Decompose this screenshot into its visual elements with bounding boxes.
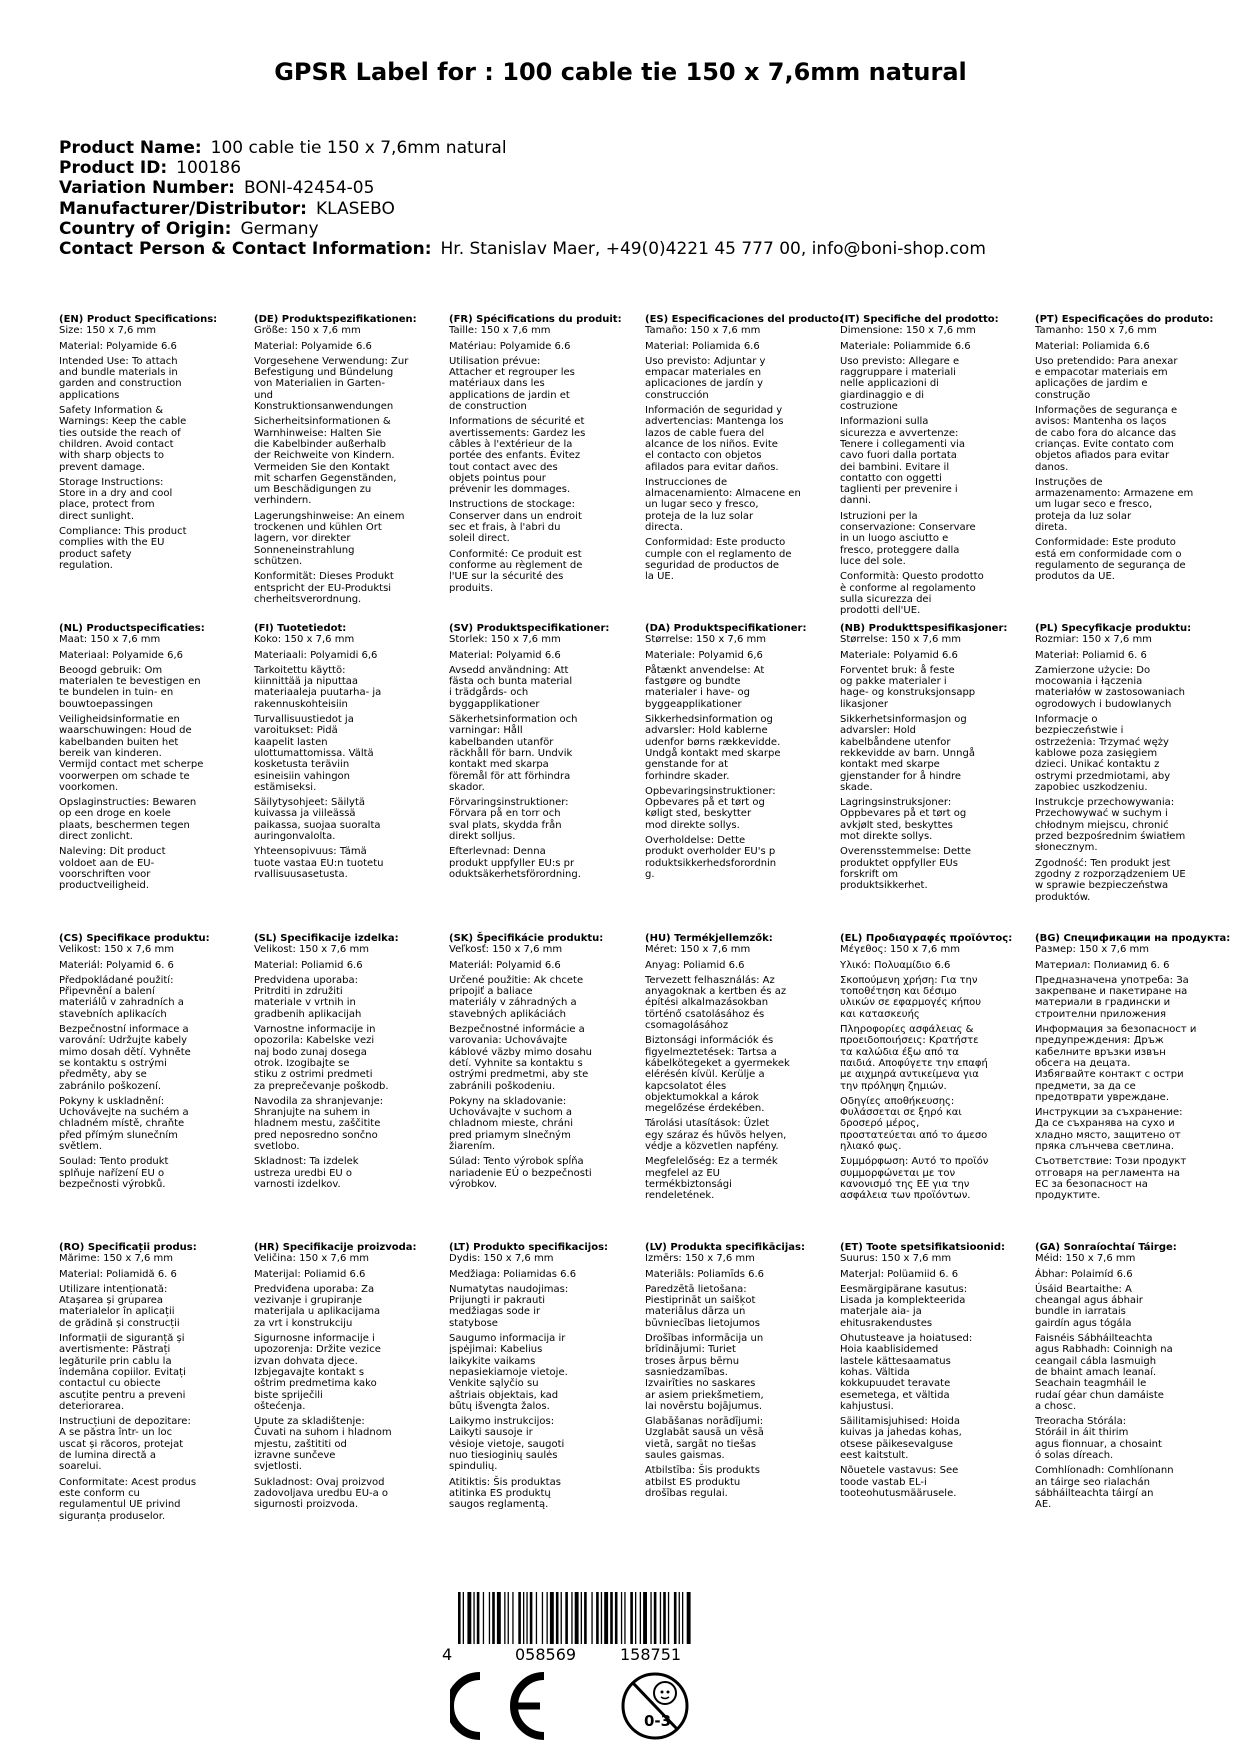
spec-paragraph: Συμμόρφωση: Αυτό το προϊόν συμμορφώνεται με τον κανονισμό της ΕΕ για την ασφάλεια των προϊόντων. — [840, 1156, 989, 1202]
spec-paragraph: Navodila za shranjevanje: Shranjujte na suhem in hladnem mestu, zaščitite pred neposredno sončno svetlobo. — [254, 1095, 384, 1153]
spec-heading: (DA) Produktspecifikationer: — [645, 623, 807, 634]
spec-paragraph: Información de seguridad y advertencias: Mantenga los lazos de cable fuera del alcance de los niños. Evite el contacto con objetos afilados para evitar daños. — [645, 405, 784, 473]
spec-paragraph: Materiaal: Polyamide 6,6 — [59, 649, 184, 661]
spec-paragraph: Instrukcje przechowywania: Przechowywać w suchym i chłodnym miejscu, chronić przed bezpośrednim światłem słonecznym. — [1035, 797, 1186, 854]
spec-size: Størrelse: 150 x 7,6 mm — [840, 634, 961, 646]
spec-block — [254, 1242, 444, 1515]
spec-paragraph: Instrucțiuni de depozitare: A se păstra într- un loc uscat și răcoros, protejat de lumina directă a soarelui. — [59, 1416, 191, 1473]
info-label: Country of Origin: — [59, 218, 232, 239]
spec-size: Izmērs: 150 x 7,6 mm — [645, 1253, 755, 1265]
spec-paragraph: Uso previsto: Allegare e raggruppare i materiali nelle applicazioni di giardinaggio e di costruzione — [840, 355, 960, 413]
spec-paragraph: Materiale: Poliammide 6.6 — [840, 340, 971, 352]
spec-paragraph: Beoogd gebruik: Om materialen te bevestigen en te bundelen in tuin- en bouwtoepassingen — [59, 664, 201, 710]
spec-size: Størrelse: 150 x 7,6 mm — [645, 634, 766, 646]
spec-heading: (LV) Produkta specifikācijas: — [645, 1242, 805, 1253]
spec-paragraph: Drošības informācija un brīdinājumi: Turiet troses ārpus bērnu sasniedzamības. Izvairīties no saskares ar asiem priekšmetiem, lai novērstu bojājumus. — [645, 1333, 764, 1412]
spec-size: Veličina: 150 x 7,6 mm — [254, 1253, 369, 1265]
spec-size: Tamaño: 150 x 7,6 mm — [645, 325, 761, 337]
spec-block — [449, 314, 639, 598]
info-value: Germany — [240, 218, 319, 239]
barcode-bar — [604, 1592, 608, 1644]
barcode-bar — [550, 1592, 554, 1644]
spec-paragraph: Zgodność: Ten produkt jest zgodny z rozporządzeniem UE w sprawie bezpieczeństwa produktów. — [1035, 857, 1186, 903]
spec-paragraph: Veiligheidsinformatie en waarschuwingen: Houd de kabelbanden buiten het bereik van kinderen. Vermijd contact met scherpe voorwerpen om schade te voorkomen. — [59, 714, 204, 793]
spec-paragraph: Určené použitie: Ak chcete pripojiť a baliace materiály v záhradných a stavebných aplikáciách — [449, 974, 584, 1020]
spec-paragraph: Tárolási utasítások: Üzlet egy száraz és hűvös helyen, védje a közvetlen napfény. — [645, 1118, 787, 1153]
spec-block — [1035, 933, 1231, 1206]
spec-size: Storlek: 150 x 7,6 mm — [449, 634, 561, 646]
spec-block — [59, 623, 249, 896]
barcode-bar — [463, 1592, 464, 1644]
spec-size: Maat: 150 x 7,6 mm — [59, 634, 161, 646]
barcode-bar — [523, 1592, 524, 1644]
spec-size: Größe: 150 x 7,6 mm — [254, 325, 361, 337]
page-title: GPSR Label for : 100 cable tie 150 x 7,6mm natural — [274, 58, 967, 86]
spec-paragraph: Overholdelse: Dette produkt overholder EU's p roduktsikkerhedsforordnin g. — [645, 835, 777, 880]
spec-size: Veľkosť: 150 x 7,6 mm — [449, 944, 563, 956]
barcode-bar — [530, 1592, 533, 1644]
spec-paragraph: Materiál: Polyamid 6. 6 — [59, 959, 174, 971]
spec-paragraph: Forventet bruk: å feste og pakke materialer i hage- og konstruksjonsapp likasjoner — [840, 664, 976, 710]
spec-paragraph: Tarkoitettu käyttö: kiinnittää ja niputtaa materiaaleja puutarha- ja rakennuskohteisiin — [254, 664, 382, 710]
spec-block — [449, 623, 639, 884]
spec-size: Размер: 150 x 7,6 mm — [1035, 944, 1149, 956]
spec-block — [59, 1242, 249, 1526]
barcode-bar — [654, 1592, 657, 1644]
spec-block — [1035, 623, 1225, 907]
spec-heading: (GA) Sonraíochtaí Táirge: — [1035, 1242, 1177, 1253]
spec-block — [449, 933, 639, 1194]
barcode-bar — [621, 1592, 622, 1644]
spec-paragraph: Material: Poliamid 6.6 — [254, 959, 363, 971]
spec-paragraph: Anyag: Poliamid 6.6 — [645, 959, 745, 971]
info-value: KLASEBO — [315, 198, 395, 219]
spec-paragraph: Conformidade: Este produto está em conformidade com o regulamento de segurança de produtos da UE. — [1035, 537, 1186, 583]
spec-paragraph: Съответствие: Този продукт отговаря на регламента на ЕС за безопасност на продуктите. — [1035, 1156, 1187, 1202]
spec-heading: (PL) Specyfikacje produktu: — [1035, 623, 1192, 634]
spec-paragraph: Σκοπούμενη χρήση: Για την τοποθέτηση και δέσιμο υλικών σε εφαρμογές κήπου και κατασκευής — [840, 974, 981, 1020]
barcode-bar — [687, 1592, 691, 1644]
spec-heading: (FI) Tuotetiedot: — [254, 623, 347, 634]
spec-paragraph: Materiāls: Poliamīds 6.6 — [645, 1268, 765, 1280]
info-value: 100186 — [176, 158, 242, 179]
spec-heading: (SV) Produktspecifikationer: — [449, 623, 610, 634]
spec-block — [645, 623, 835, 884]
barcode-bar — [526, 1592, 527, 1644]
spec-heading: (FR) Spécifications du produit: — [449, 314, 622, 325]
spec-paragraph: Lagerungshinweise: An einem trockenen und kühlen Ort lagern, vor direkter Sonneneinstrahlung schützen. — [254, 510, 405, 567]
barcode-bar — [674, 1592, 677, 1644]
spec-block — [1035, 314, 1225, 587]
barcode-digits-left: 058569 — [515, 1645, 577, 1664]
info-row — [59, 178, 986, 198]
info-row — [59, 219, 986, 239]
spec-paragraph: Varnostne informacije in opozorila: Kabelske vezi naj bodo zunaj dosega otrok. Izogibajte se stiku z ostrimi predmeti za preprečevanje poškodb. — [254, 1024, 389, 1092]
ean-barcode — [440, 1592, 740, 1664]
spec-paragraph: Instruções de armazenamento: Armazene em um lugar seco e fresco, proteja da luz solar direta. — [1035, 476, 1194, 534]
spec-heading: (NB) Produkttspesifikasjoner: — [840, 623, 1008, 634]
spec-paragraph: Materiale: Polyamid 6.6 — [840, 649, 958, 661]
spec-paragraph: Yhteensopivuus: Tämä tuote vastaa EU:n tuotetu rvallisuusasetusta. — [254, 846, 384, 880]
spec-paragraph: Informations de sécurité et avertissements: Gardez les câbles à l'extérieur de la portée des enfants. Évitez tout contact avec des objets pointus pour prévenir les dommages. — [449, 416, 586, 496]
not-for-children-0-3-icon — [623, 1674, 687, 1738]
spec-block — [254, 933, 444, 1194]
spec-paragraph: Uso previsto: Adjuntar y empacar materiales en aplicaciones de jardín y construcción — [645, 355, 766, 401]
spec-paragraph: Материал: Полиамид 6. 6 — [1035, 959, 1170, 971]
spec-paragraph: Turvallisuustiedot ja varoitukset: Pidä kaapelit lasten ulottumattomissa. Vältä kosketusta teräviin esineisiin vahingon estämiseksi. — [254, 714, 374, 793]
spec-paragraph: Matériau: Polyamide 6.6 — [449, 340, 571, 352]
spec-paragraph: Safety Information & Warnings: Keep the cable ties outside the reach of children. Avoid contact with sharp objects to prevent damage. — [59, 405, 187, 473]
spec-paragraph: Material: Poliamida 6.6 — [645, 340, 760, 352]
barcode-bar — [682, 1592, 683, 1644]
spec-paragraph: Saugumo informacija ir įspėjimai: Kabelius laikykite vaikams nepasiekiamoje vietoje. Venkite sąlyčio su aštriais objektais, kad būtų išvengta žalos. — [449, 1333, 568, 1412]
barcode-digit-first: 4 — [442, 1645, 453, 1664]
spec-paragraph: Инструкции за съхранение: Да се съхранява на сухо и хладно място, защитено от пряка слънчева светлина. — [1035, 1107, 1183, 1153]
spec-size: Mărime: 150 x 7,6 mm — [59, 1253, 174, 1265]
spec-heading: (DE) Produktspezifikationen: — [254, 314, 417, 325]
spec-block — [59, 314, 249, 575]
spec-paragraph: Atbilstība: Šis produkts atbilst ES produktu drošības regulai. — [645, 1465, 760, 1499]
barcode-bar — [650, 1592, 651, 1644]
spec-heading: (SK) Špecifikácie produktu: — [449, 933, 604, 944]
spec-heading: (EL) Προδιαγραφές προϊόντος: — [840, 933, 1013, 944]
barcode-bar — [630, 1592, 633, 1644]
spec-paragraph: Bezpečnostné informácie a varovania: Uchovávajte káblové väzby mimo dosahu detí. Vyhnite sa kontaktu s ostrými predmetmi, aby ste zabránili poškodeniu. — [449, 1024, 593, 1092]
product-info — [59, 138, 986, 259]
spec-paragraph: Efterlevnad: Denna produkt uppfyller EU:s pr oduktsäkerhetsförordning. — [449, 846, 581, 880]
spec-size: Koko: 150 x 7,6 mm — [254, 634, 355, 646]
spec-paragraph: Πληροφορίες ασφάλειας & προειδοποιήσεις: Κρατήστε τα καλώδια έξω από τα παιδιά. Αποφύγετε την επαφή με αιχμηρά αντικείμενα για την πρόληψη ζημιών. — [840, 1024, 988, 1092]
barcode-bar — [467, 1592, 471, 1644]
spec-paragraph: Materiale: Polyamid 6,6 — [645, 649, 763, 661]
barcode-bar — [581, 1592, 582, 1644]
barcode-bar — [504, 1592, 505, 1644]
barcode-bar — [518, 1592, 521, 1644]
barcode-bar — [610, 1592, 613, 1644]
barcode-bar — [483, 1592, 484, 1644]
spec-paragraph: Utilisation prévue: Attacher et regrouper les matériaux dans les applications de jardin et de construction — [449, 355, 575, 413]
spec-paragraph: Compliance: This product complies with the EU product safety regulation. — [59, 526, 187, 571]
spec-paragraph: Atitiktis: Šis produktas atitinka ES produktų saugos reglamentą. — [449, 1476, 561, 1511]
barcode-bar — [489, 1592, 490, 1644]
spec-block — [840, 623, 1030, 896]
info-label: Manufacturer/Distributor: — [59, 198, 307, 219]
spec-paragraph: Glabāšanas norādījumi: Uzglabāt sausā un vēsā vietā, sargāt no tiešas saules gaismas. — [645, 1416, 764, 1462]
spec-block — [254, 314, 444, 609]
barcode-bar — [542, 1592, 543, 1644]
spec-paragraph: Material: Polyamid 6.6 — [449, 649, 561, 661]
spec-paragraph: Skladnost: Ta izdelek ustreza uredbi EU o varnosti izdelkov. — [254, 1156, 359, 1190]
info-label: Product ID: — [59, 158, 168, 179]
spec-paragraph: Comhlíonadh: Comhlíonann an táirge seo rialachán sábháilteachta táirgí an AE. — [1035, 1465, 1174, 1511]
barcode-bar — [508, 1592, 509, 1644]
spec-paragraph: Material: Polyamide 6.6 — [254, 340, 372, 352]
info-row — [59, 158, 986, 178]
spec-size: Size: 150 x 7,6 mm — [59, 325, 157, 337]
spec-paragraph: Sukladnost: Ovaj proizvod zadovoljava uredbu EU-a o sigurnosti proizvoda. — [254, 1476, 389, 1511]
info-value: BONI-42454-05 — [243, 178, 375, 199]
spec-heading: (LT) Produkto specifikacijos: — [449, 1242, 609, 1253]
spec-paragraph: Predviđena uporaba: Za vezivanje i grupiranje materijala u aplikacijama za vrt i konstrukciju — [254, 1283, 381, 1329]
barcode-bar — [663, 1592, 666, 1644]
spec-paragraph: Säilytysohjeet: Säilytä kuivassa ja viileässä paikassa, suojaa suoralta auringonvalolta. — [254, 797, 381, 843]
spec-paragraph: Eesmärgipärane kasutus: Lisada ja komplekteerida materjale aia- ja ehitusrakendustes — [840, 1283, 968, 1329]
barcode-bar — [643, 1592, 647, 1644]
spec-size: Μέγεθος: 150 x 7,6 mm — [840, 944, 960, 956]
spec-paragraph: Súlad: Tento výrobok spĺňa nariadenie EÚ o bezpečnosti výrobkov. — [449, 1156, 592, 1190]
barcode-bar — [668, 1592, 669, 1644]
spec-paragraph: Soulad: Tento produkt splňuje nařízení EU o bezpečnosti výrobků. — [59, 1156, 169, 1190]
spec-paragraph: Biztonsági információk és figyelmeztetések: Tartsa a kábelkötegeket a gyermekek elérésén kívül. Kerülje a kapcsolatot éles objektumokkal a károk megelőzése érdekében. — [645, 1035, 790, 1115]
spec-paragraph: Предназначена употреба: За закрепване и пакетиране на материали в градински и строителни приложения — [1035, 974, 1189, 1020]
spec-block — [449, 1242, 639, 1515]
certification-marks — [450, 1668, 750, 1752]
spec-paragraph: Storage Instructions: Store in a dry and cool place, protect from direct sunlight. — [59, 476, 173, 522]
spec-heading: (IT) Specifiche del prodotto: — [840, 314, 999, 325]
spec-paragraph: Pokyny k uskladnění: Uchovávejte na suchém a chladném místě, chraňte před přímým slunečním světlem. — [59, 1095, 189, 1153]
spec-heading: (ES) Especificaciones del producto: — [645, 314, 844, 325]
spec-heading: (HU) Termékjellemzők: — [645, 933, 773, 944]
spec-paragraph: Utilizare intenționată: Atașarea și gruparea materialelor în aplicații de grădină și construcții — [59, 1283, 180, 1329]
spec-size: Taille: 150 x 7,6 mm — [449, 325, 551, 337]
spec-paragraph: Påtænkt anvendelse: At fastgøre og bundte materialer i have- og byggeapplikationer — [645, 664, 765, 710]
spec-paragraph: Materijal: Poliamid 6.6 — [254, 1268, 366, 1280]
spec-heading: (BG) Спецификации на продукта: — [1035, 933, 1231, 944]
spec-paragraph: Overensstemmelse: Dette produktet oppfyller EUs forskrift om produktsikkerhet. — [840, 846, 971, 892]
spec-paragraph: Intended Use: To attach and bundle materials in garden and construction applications — [59, 355, 182, 401]
age-warning-label: 0-3 — [644, 1712, 672, 1730]
spec-size: Méid: 150 x 7,6 mm — [1035, 1253, 1136, 1265]
spec-paragraph: Paredzētā lietošana: Piestiprināt un saišķot materiālus dārza un būvniecības lietojumos — [645, 1283, 760, 1329]
barcode-digits-right: 158751 — [620, 1645, 682, 1664]
barcode-bar — [547, 1592, 548, 1644]
spec-paragraph: Materiał: Poliamid 6. 6 — [1035, 649, 1147, 661]
info-row — [59, 199, 986, 219]
spec-heading: (ET) Toote spetsifikatsioonid: — [840, 1242, 1006, 1253]
spec-paragraph: Υλικό: Πολυαμίδιο 6.6 — [840, 959, 951, 971]
spec-block — [840, 933, 1030, 1206]
spec-paragraph: Materiál: Polyamid 6.6 — [449, 959, 561, 971]
spec-paragraph: Naleving: Dit product voldoet aan de EU- voorschriften voor productveiligheid. — [59, 846, 166, 892]
spec-paragraph: Předpokládané použití: Připevnění a balení materiálů v zahradních a stavebních aplikacích — [59, 974, 184, 1020]
spec-block — [840, 1242, 1030, 1503]
spec-paragraph: Úsáid Beartaithe: A cheangal agus ábhair bundle in iarratais gairdín agus tógála — [1035, 1283, 1143, 1329]
spec-paragraph: Laikymo instrukcijos: Laikyti sausoje ir vėsioje vietoje, saugoti nuo tiesioginių saulės spindulių. — [449, 1416, 565, 1473]
spec-paragraph: Materiaali: Polyamidi 6,6 — [254, 649, 378, 661]
spec-paragraph: Faisnéis Sábháilteachta agus Rabhadh: Coinnigh na ceangail cábla lasmuigh de bhaint amach leanaí. Seachain teagmháil le rudaí géar chun damáiste a chosc. — [1035, 1333, 1173, 1412]
info-label: Product Name: — [59, 138, 202, 158]
spec-paragraph: Ábhar: Polaimíd 6.6 — [1035, 1268, 1133, 1280]
barcode-bar — [601, 1592, 602, 1644]
info-row — [59, 138, 986, 158]
spec-paragraph: Conformidad: Este producto cumple con el reglamento de seguridad de productos de la UE. — [645, 537, 792, 583]
spec-paragraph: Instrucciones de almacenamiento: Almacene en un lugar seco y fresco, proteja de la luz solar directa. — [645, 476, 801, 534]
spec-paragraph: Ohutusteave ja hoiatused: Hoia kaablisidemed lastele kättesaamatus kohas. Vältida kokkupuudet teravate esemetega, et vältida kahjustusi. — [840, 1333, 973, 1412]
spec-paragraph: Upute za skladištenje: Čuvati na suhom i hladnom mjestu, zaštititi od izravne sunčeve svjetlosti. — [254, 1416, 392, 1473]
spec-paragraph: Material: Poliamidă 6. 6 — [59, 1268, 177, 1280]
spec-paragraph: Megfelelőség: Ez a termék megfelel az EU termékbiztonsági rendeletének. — [645, 1156, 778, 1202]
info-value: 100 cable tie 150 x 7,6mm natural — [210, 138, 507, 158]
spec-paragraph: Instructions de stockage: Conserver dans un endroit sec et frais, à l'abri du soleil direct. — [449, 499, 582, 545]
spec-paragraph: Säkerhetsinformation och varningar: Håll kabelbanden utanför räckhåll för barn. Undvik kontakt med skarpa föremål för att förhindra skador. — [449, 714, 578, 793]
spec-paragraph: Sikkerhetsinformasjon og advarsler: Hold kabelbåndene utenfor rekkevidde av barn. Unngå kontakt med skarpe gjenstander for å hindre skade. — [840, 714, 975, 793]
spec-paragraph: Treoracha Stórála: Stóráil in áit thirim agus fionnuar, a chosaint ó solas díreach. — [1035, 1416, 1162, 1462]
spec-heading: (CS) Specifikace produktu: — [59, 933, 210, 944]
spec-size: Tamanho: 150 x 7,6 mm — [1035, 325, 1157, 337]
spec-paragraph: Conformità: Questo prodotto è conforme al regolamento sulla sicurezza dei prodotti dell'UE. — [840, 571, 984, 617]
barcode-bar — [565, 1592, 568, 1644]
spec-paragraph: Materjal: Polüamiid 6. 6 — [840, 1268, 959, 1280]
spec-paragraph: Predvidena uporaba: Pritrditi in združiti materiale v vrtnih in gradbenih aplikacijah — [254, 974, 362, 1020]
barcode-bar — [536, 1592, 537, 1644]
spec-paragraph: Informazioni sulla sicurezza e avvertenze: Tenere i collegamenti via cavo fuori dalla portata dei bambini. Evitare il contatto con oggetti taglienti per prevenire i danni. — [840, 416, 965, 507]
spec-paragraph: Numatytas naudojimas: Prijungti ir pakrauti medžiagas sode ir statybose — [449, 1283, 569, 1329]
spec-paragraph: Zamierzone użycie: Do mocowania i łączenia materiałów w zastosowaniach ogrodowych i budowlanych — [1035, 664, 1185, 710]
barcode-bar — [497, 1592, 501, 1644]
spec-heading: (PT) Especificações do produto: — [1035, 314, 1214, 325]
barcode-bar — [561, 1592, 562, 1644]
spec-paragraph: Avsedd användning: Att fästa och bunta material i trädgårds- och byggapplikationer — [449, 664, 573, 710]
barcode-bar — [512, 1592, 513, 1644]
spec-paragraph: Conformité: Ce produit est conforme au règlement de l'UE sur la sécurité des produits. — [449, 548, 583, 594]
spec-size: Rozmiar: 150 x 7,6 mm — [1035, 634, 1152, 646]
spec-paragraph: Vorgesehene Verwendung: Zur Befestigung und Bündelung von Materialien in Garten- und Konstruktionsanwendungen — [254, 355, 409, 413]
spec-size: Dimensione: 150 x 7,6 mm — [840, 325, 976, 337]
spec-paragraph: Nõuetele vastavus: See toode vastab EL-i tooteohutusmäärusele. — [840, 1465, 959, 1499]
spec-paragraph: Informații de siguranță și avertismente: Păstrați legăturile prin cablu la îndemâna copiilor. Evitați contactul cu obiecte ascuțite pentru a preveni deteriorarea. — [59, 1333, 186, 1412]
info-label: Variation Number: — [59, 178, 235, 199]
spec-paragraph: Lagringsinstruksjoner: Oppbevares på et tørt og avkjølt sted, beskyttes mot direkte sollys. — [840, 797, 967, 843]
barcode-bar — [584, 1592, 587, 1644]
ce-mark-icon — [450, 1676, 544, 1736]
spec-paragraph: Material: Poliamida 6.6 — [1035, 340, 1150, 352]
spec-size: Velikost: 150 x 7,6 mm — [59, 944, 174, 956]
spec-size: Suurus: 150 x 7,6 mm — [840, 1253, 952, 1265]
spec-size: Dydis: 150 x 7,6 mm — [449, 1253, 554, 1265]
info-value: Hr. Stanislav Maer, +49(0)4221 45 777 00, info@boni-shop.com — [440, 239, 986, 260]
spec-block — [645, 1242, 835, 1503]
spec-size: Méret: 150 x 7,6 mm — [645, 944, 751, 956]
spec-paragraph: Konformität: Dieses Produkt entspricht der EU-Produktsi cherheitsverordnung. — [254, 571, 394, 605]
spec-size: Velikost: 150 x 7,6 mm — [254, 944, 369, 956]
info-label: Contact Person & Contact Information: — [59, 239, 432, 260]
spec-heading: (SL) Specifikacije izdelka: — [254, 933, 399, 944]
spec-paragraph: Uso pretendido: Para anexar e empacotar materiais em aplicações de jardim e construção — [1035, 355, 1178, 401]
spec-paragraph: Sicherheitsinformationen & Warnhinweise: Halten Sie die Kabelbinder außerhalb der Reichweite von Kindern. Vermeiden Sie den Kontakt mit scharfen Gegenständen, um Beschädigungen zu verhindern. — [254, 416, 397, 507]
barcode-bar — [591, 1592, 592, 1644]
spec-paragraph: Информация за безопасност и предупреждения: Дръж кабелните връзки извън обсега на децата. Избягвайте контакт с остри предмети, за да се предотврати увреждане. — [1035, 1024, 1197, 1103]
barcode-bar — [624, 1592, 625, 1644]
barcode-bar — [575, 1592, 579, 1644]
spec-paragraph: Οδηγίες αποθήκευσης: Φυλάσσεται σε ξηρό και δροσερό μέρος, προστατεύεται από το άμεσο ηλιακό φως. — [840, 1095, 988, 1153]
spec-paragraph: Informacje o bezpieczeństwie i ostrzeżenia: Trzymać węży kablowe poza zasięgiem dzieci. Unikać kontaktu z ostrymi przedmiotami, aby zapobiec uszkodzeniu. — [1035, 714, 1171, 793]
info-row — [59, 239, 986, 259]
spec-heading: (HR) Specifikacije proizvoda: — [254, 1242, 417, 1253]
spec-paragraph: Sigurnosne informacije i upozorenja: Držite vezice izvan dohvata djece. Izbjegavajte kontakt s oštrim predmetima kako biste spriječili oštećenja. — [254, 1333, 381, 1412]
barcode-bar — [492, 1592, 495, 1644]
spec-block — [645, 314, 844, 587]
barcode-bar — [477, 1592, 480, 1644]
barcode-bar — [458, 1592, 461, 1644]
barcode-bar — [660, 1592, 661, 1644]
spec-block — [840, 314, 1030, 620]
barcode-bar — [615, 1592, 618, 1644]
spec-paragraph: Tervezett felhasználás: Az anyagoknak a kertben és az építési alkalmazásokban történő csatolásához és csomagolásához — [645, 974, 787, 1032]
spec-paragraph: Säilitamisjuhised: Hoida kuivas ja jahedas kohas, otsese päikesevalguse eest kaitstult. — [840, 1416, 962, 1462]
spec-heading: (RO) Specificații produs: — [59, 1242, 197, 1253]
spec-heading: (EN) Product Specifications: — [59, 314, 218, 325]
barcode-bar — [679, 1592, 680, 1644]
spec-heading: (NL) Productspecificaties: — [59, 623, 205, 634]
barcode-bar — [640, 1592, 641, 1644]
barcode-bar — [596, 1592, 599, 1644]
spec-paragraph: Förvaringsinstruktioner: Förvara på en torr och sval plats, skydda från direkt solljus. — [449, 797, 569, 843]
barcode-bar — [571, 1592, 572, 1644]
spec-paragraph: Pokyny na skladovanie: Uchovávajte v suchom a chladnom mieste, chráni pred priamym slnečným žiarením. — [449, 1095, 573, 1153]
barcode-bar — [635, 1592, 636, 1644]
spec-paragraph: Informações de segurança e avisos: Mantenha os laços de cabo fora do alcance das crianças. Evite contato com objetos afiados para evitar danos. — [1035, 405, 1178, 473]
spec-paragraph: Bezpečnostní informace a varování: Udržujte kabely mimo dosah dětí. Vyhněte se kontaktu s ostrými předměty, aby se zabránilo poškození. — [59, 1024, 191, 1092]
spec-paragraph: Medžiaga: Poliamidas 6.6 — [449, 1268, 577, 1280]
spec-block — [1035, 1242, 1225, 1515]
barcode-bar — [473, 1592, 474, 1644]
barcode-bar — [556, 1592, 559, 1644]
spec-paragraph: Material: Polyamide 6.6 — [59, 340, 177, 352]
spec-paragraph: Opslaginstructies: Bewaren op een droge en koele plaats, beschermen tegen direct zonlicht. — [59, 797, 197, 843]
spec-paragraph: Opbevaringsinstruktioner: Opbevares på et tørt og køligt sted, beskytter mod direkte sollys. — [645, 785, 776, 831]
spec-block — [59, 933, 249, 1194]
spec-block — [254, 623, 444, 884]
spec-block — [645, 933, 835, 1206]
spec-paragraph: Conformitate: Acest produs este conform cu regulamentul UE privind siguranța produselor. — [59, 1476, 197, 1522]
spec-paragraph: Sikkerhedsinformation og advarsler: Hold kablerne udenfor børns rækkevidde. Undgå kontakt med skarpe genstande for at forhindre skader. — [645, 714, 781, 782]
spec-paragraph: Istruzioni per la conservazione: Conservare in un luogo asciutto e fresco, proteggere dalla luce del sole. — [840, 510, 976, 567]
